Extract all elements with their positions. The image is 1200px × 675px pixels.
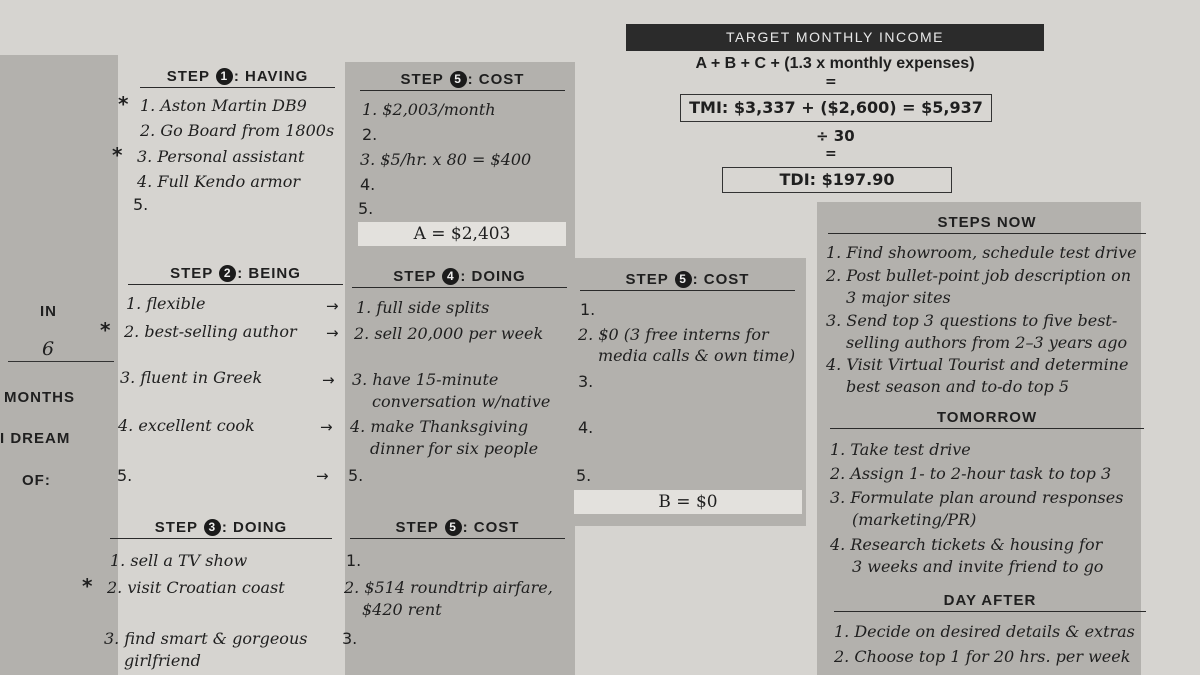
doing4-item-5: 5. <box>348 466 364 485</box>
tmi-divide: ÷ 30 <box>816 127 855 145</box>
arrow-icon: → <box>322 371 335 389</box>
cost2-item-1: 1. <box>580 300 596 319</box>
day-after-header: DAY AFTER <box>834 592 1146 612</box>
cost2-item-4: 4. <box>578 418 594 437</box>
side-number: 6 <box>42 338 55 360</box>
tomorrow-item-3-cont: (marketing/PR) <box>852 510 977 529</box>
step1-item-3: 3. Personal assistant <box>137 147 305 166</box>
cost2-total: B = $0 <box>574 490 802 514</box>
cost2-item-2: 2. $0 (3 free interns for <box>578 325 769 344</box>
step3-item-1: 1. sell a TV show <box>110 551 248 570</box>
cost2-item-5: 5. <box>576 466 592 485</box>
step3-header: STEP 3 : DOING <box>110 519 332 539</box>
tomorrow-item-2: 2. Assign 1- to 2-hour task to top 3 <box>830 464 1112 483</box>
cost1-header: STEP 5 : COST <box>360 71 565 91</box>
side-of: OF: <box>22 472 51 489</box>
step1-header: STEP 1 : HAVING <box>140 68 335 88</box>
cost3-item-2: 2. $514 roundtrip airfare, <box>344 578 553 597</box>
step1-item-1: 1. Aston Martin DB9 <box>140 96 307 115</box>
step3-item-3: 3. find smart & gorgeous <box>104 629 308 648</box>
step2-header: STEP 2 : BEING <box>128 265 343 285</box>
steps-now-item-2: 2. Post bullet-point job description on <box>826 266 1132 285</box>
cost1-item-3: 3. $5/hr. x 80 = $400 <box>360 150 532 169</box>
cost1-item-1: 1. $2,003/month <box>362 100 496 119</box>
tomorrow-item-4: 4. Research tickets & housing for <box>830 535 1103 554</box>
doing4-item-2: 2. sell 20,000 per week <box>354 324 544 343</box>
tmi-box: TMI: $3,337 + ($2,600) = $5,937 <box>680 94 992 122</box>
cost2-item-2-cont: media calls & own time) <box>598 346 796 365</box>
star-mark: * <box>112 143 123 167</box>
tomorrow-item-1: 1. Take test drive <box>830 440 971 459</box>
side-in: IN <box>40 303 57 320</box>
doing4-item-3: 3. have 15-minute <box>352 370 499 389</box>
tmi-banner: TARGET MONTHLY INCOME <box>626 24 1044 51</box>
doing4-item-4-cont: dinner for six people <box>370 439 539 458</box>
steps-now-item-4: 4. Visit Virtual Tourist and determine <box>826 355 1129 374</box>
cost1-item-4: 4. <box>360 175 376 194</box>
tdi-box: TDI: $197.90 <box>722 167 952 193</box>
day-after-item-2: 2. Choose top 1 for 20 hrs. per week <box>834 647 1131 666</box>
arrow-icon: → <box>326 297 339 315</box>
cost3-item-2-cont: $420 rent <box>362 600 442 619</box>
steps-now-item-1: 1. Find showroom, schedule test drive <box>826 243 1137 262</box>
doing4-item-1: 1. full side splits <box>356 298 490 317</box>
doing4-header: STEP 4 : DOING <box>352 268 567 288</box>
arrow-icon: → <box>326 324 339 342</box>
steps-now-item-3: 3. Send top 3 questions to five best- <box>826 311 1118 330</box>
step2-item-1: 1. flexible <box>126 294 206 313</box>
cost2-header: STEP 5 : COST <box>580 271 795 291</box>
star-mark: * <box>100 318 111 342</box>
side-dream: I DREAM <box>0 430 71 447</box>
step2-item-4: 4. excellent cook <box>118 416 255 435</box>
day-after-item-1: 1. Decide on desired details & extras <box>834 622 1135 641</box>
cost3-header: STEP 5 : COST <box>350 519 565 539</box>
step1-item-5: 5. <box>133 195 149 214</box>
arrow-icon: → <box>320 418 333 436</box>
cost1-item-2: 2. <box>362 125 378 144</box>
star-mark: * <box>82 574 93 598</box>
side-months: MONTHS <box>4 389 75 406</box>
step3-item-2: 2. visit Croatian coast <box>107 578 285 597</box>
tomorrow-item-4-cont: 3 weeks and invite friend to go <box>852 557 1104 576</box>
step3-item-3-cont: girlfriend <box>124 651 201 670</box>
left-margin-shade <box>0 55 118 675</box>
cost3-item-1: 1. <box>346 551 362 570</box>
step2-item-5: 5. <box>117 466 133 485</box>
cost1-total: A = $2,403 <box>358 222 566 246</box>
tomorrow-header: TOMORROW <box>830 409 1144 429</box>
tmi-equals-2: = <box>825 146 837 162</box>
tmi-equals-1: = <box>825 74 837 90</box>
tmi-formula: A + B + C + (1.3 x monthly expenses) <box>695 55 975 72</box>
doing4-item-3-cont: conversation w/native <box>372 392 551 411</box>
star-mark: * <box>118 92 129 116</box>
step2-item-3: 3. fluent in Greek <box>120 368 263 387</box>
steps-now-header: STEPS NOW <box>828 214 1146 234</box>
cost2-item-3: 3. <box>578 372 594 391</box>
steps-now-item-4-cont: best season and to-do top 5 <box>846 377 1070 396</box>
steps-now-item-3-cont: selling authors from 2–3 years ago <box>846 333 1128 352</box>
arrow-icon: → <box>316 467 329 485</box>
side-divider <box>8 361 114 362</box>
cost-column-2-shade <box>573 258 806 526</box>
cost3-item-3: 3. <box>342 629 358 648</box>
doing4-item-4: 4. make Thanksgiving <box>350 417 529 436</box>
step2-item-2: 2. best-selling author <box>124 322 297 341</box>
tomorrow-item-3: 3. Formulate plan around responses <box>830 488 1124 507</box>
steps-now-item-2-cont: 3 major sites <box>846 288 951 307</box>
step1-item-4: 4. Full Kendo armor <box>137 172 300 191</box>
cost1-item-5: 5. <box>358 199 374 218</box>
step1-item-2: 2. Go Board from 1800s <box>140 121 335 140</box>
